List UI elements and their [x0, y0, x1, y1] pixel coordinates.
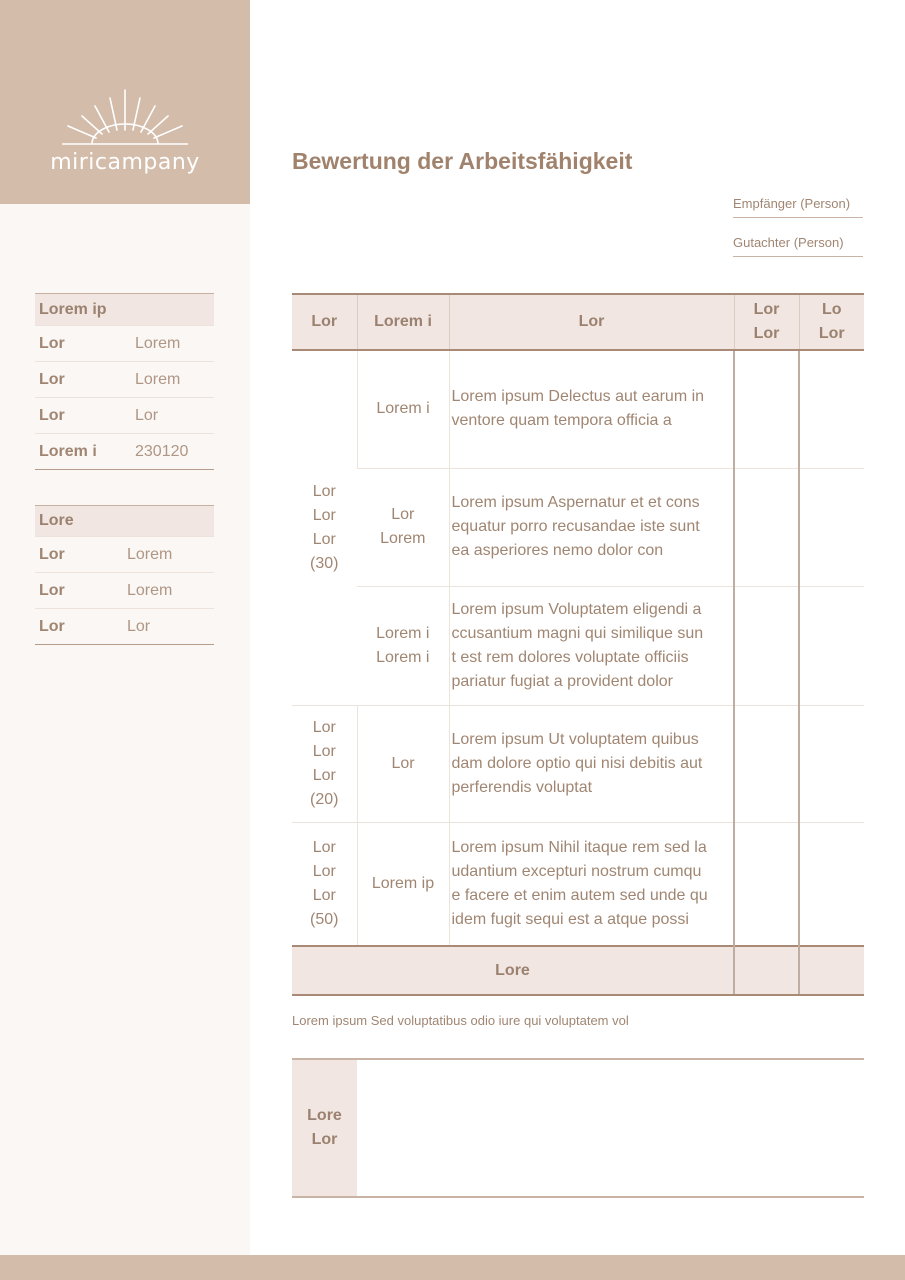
info-row: [35, 326, 214, 362]
footer-bar: [0, 1255, 905, 1280]
score-cell[interactable]: [734, 350, 799, 468]
score-cell[interactable]: [799, 350, 864, 468]
criterion-cell: Lorem ip: [357, 822, 449, 946]
col-header: Lor Lor: [734, 294, 799, 350]
description-cell: Lorem ipsum Aspernatur et et cons equatur porro recusandae iste sunt ea asperiores nemo dolor con: [449, 468, 734, 586]
total-label: Lore: [292, 946, 734, 995]
total-score-cell[interactable]: [799, 946, 864, 995]
col-header: Lorem i: [357, 294, 449, 350]
score-cell[interactable]: [734, 468, 799, 586]
score-cell[interactable]: [799, 705, 864, 822]
table-row: [292, 586, 864, 705]
info-value: Lorem: [123, 573, 214, 609]
table-row: [292, 350, 864, 468]
brand-name: miricampany: [50, 150, 200, 175]
info-table-header: Lore: [35, 506, 214, 537]
sun-logo-icon: [62, 86, 188, 146]
info-label: Lor: [35, 573, 123, 609]
col-header: Lor: [449, 294, 734, 350]
col-header: Lo Lor: [799, 294, 864, 350]
info-table-2: [35, 505, 214, 645]
group-cell: Lor Lor Lor (20): [292, 705, 357, 822]
description-cell: Lorem ipsum Nihil itaque rem sed la udantium excepturi nostrum cumqu e facere et enim autem sed unde qu idem fugit sequi est a atque possi: [449, 822, 734, 946]
description-cell: Lorem ipsum Delectus aut earum in ventore quam tempora officia a: [449, 350, 734, 468]
table-row: [292, 468, 864, 586]
info-row: [35, 434, 214, 470]
info-row: [35, 537, 214, 573]
remark-box[interactable]: [292, 1058, 864, 1198]
score-cell[interactable]: [734, 705, 799, 822]
assessor-field[interactable]: Gutachter (Person): [733, 235, 863, 257]
score-cell[interactable]: [799, 468, 864, 586]
score-cell[interactable]: [734, 822, 799, 946]
info-label: Lor: [35, 537, 123, 573]
score-cell[interactable]: [799, 586, 864, 705]
group-cell: Lor Lor Lor (30): [292, 350, 357, 705]
info-table-1: [35, 293, 214, 470]
table-row: [292, 822, 864, 946]
criterion-cell: Lorem i: [357, 350, 449, 468]
criterion-cell: Lorem i Lorem i: [357, 586, 449, 705]
brand-logo: [0, 0, 250, 204]
remark-label: Lore Lor: [292, 1060, 357, 1196]
info-row: [35, 573, 214, 609]
info-row: [35, 362, 214, 398]
info-table-header: Lorem ip: [35, 294, 214, 326]
info-row: [35, 398, 214, 434]
criterion-cell: Lor Lorem: [357, 468, 449, 586]
total-row: [292, 946, 864, 995]
info-label: Lor: [35, 609, 123, 645]
info-label: Lor: [35, 398, 131, 434]
total-score-cell[interactable]: [734, 946, 799, 995]
info-label: Lor: [35, 326, 131, 362]
info-row: [35, 609, 214, 645]
assessment-table: [292, 293, 864, 996]
score-cell[interactable]: [734, 586, 799, 705]
info-value: Lorem: [131, 326, 214, 362]
info-label: Lorem i: [35, 434, 131, 470]
criterion-cell: Lor: [357, 705, 449, 822]
info-label: Lor: [35, 362, 131, 398]
score-cell[interactable]: [799, 822, 864, 946]
recipient-field[interactable]: Empfänger (Person): [733, 196, 863, 218]
info-value: Lor: [123, 609, 214, 645]
description-cell: Lorem ipsum Voluptatem eligendi a ccusantium magni qui similique sun t est rem dolores voluptate officiis pariatur fugiat a provident dolor: [449, 586, 734, 705]
description-cell: Lorem ipsum Ut voluptatem quibus dam dolore optio qui nisi debitis aut perferendis voluptat: [449, 705, 734, 822]
footnote: Lorem ipsum Sed voluptatibus odio iure qui voluptatem vol: [292, 1013, 629, 1028]
col-header: Lor: [292, 294, 357, 350]
info-value: Lorem: [123, 537, 214, 573]
info-value: Lorem: [131, 362, 214, 398]
group-cell: Lor Lor Lor (50): [292, 822, 357, 946]
table-row: [292, 705, 864, 822]
info-value: 230120: [131, 434, 214, 470]
info-value: Lor: [131, 398, 214, 434]
page-title: Bewertung der Arbeitsfähigkeit: [292, 148, 633, 174]
